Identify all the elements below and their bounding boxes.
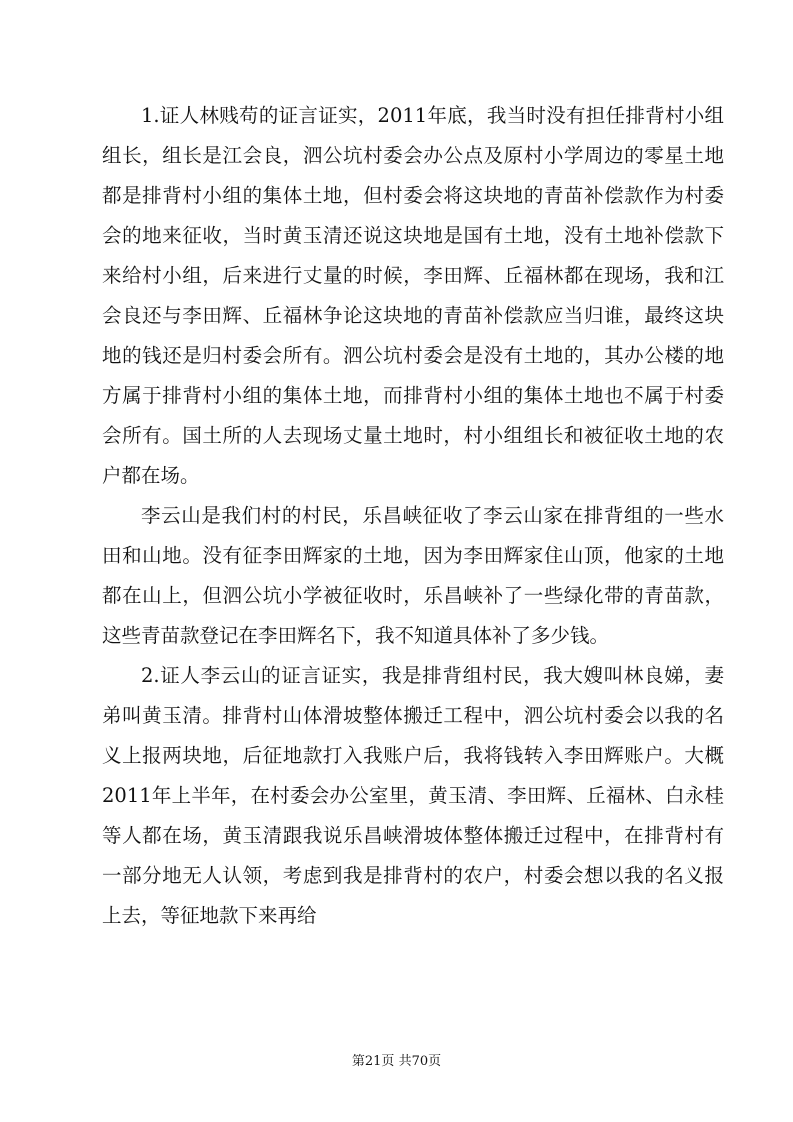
paragraph-3: 2.证人李云山的证言证实，我是排背组村民，我大嫂叫林良娣，妻弟叫黄玉清。排背村山体滑坡整体搬迁工程中，泗公坑村委会以我的名义上报两块地，后征地款打入我账户后，我将钱转入李田辉账户。大概2011年上半年，在村委会办公室里，黄玉清、李田辉、丘福林、白永桂等人都在场，黄玉清跟我说乐昌峡滑坡体整体搬迁过程中，在排背村有一部分地无人认领，考虑到我是排背村的农户，村委会想以我的名义报上去，等征地款下来再给 [102, 664, 724, 927]
paragraph-2: 李云山是我们村的村民，乐昌峡征收了李云山家在排背组的一些水田和山地。没有征李田辉家的土地，因为李田辉家住山顶，他家的土地都在山上，但泗公坑小学被征收时，乐昌峡补了一些绿化带的青苗款，这些青苗款登记在李田辉名下，我不知道具体补了多少钱。 [102, 504, 724, 647]
page-number-footer: 第21页 共70页 [351, 1054, 442, 1069]
document-body [102, 96, 724, 936]
paragraph-1: 1.证人林贱苟的证言证实，2011年底，我当时没有担任排背村小组组长，组长是江会良，泗公坑村委会办公点及原村小学周边的零星土地都是排背村小组的集体土地，但村委会将这块地的青苗补偿款作为村委会的地来征收，当时黄玉清还说这块地是国有土地，没有土地补偿款下来给村小组，后来进行丈量的时候，李田辉、丘福林都在现场，我和江会良还与李田辉、丘福林争论这块地的青苗补偿款应当归谁，最终这块地的钱还是归村委会所有。泗公坑村委会是没有土地的，其办公楼的地方属于排背村小组的集体土地，而排背村小组的集体土地也不属于村委会所有。国土所的人去现场丈量土地时，村小组组长和被征收土地的农户都在场。 [102, 104, 724, 487]
